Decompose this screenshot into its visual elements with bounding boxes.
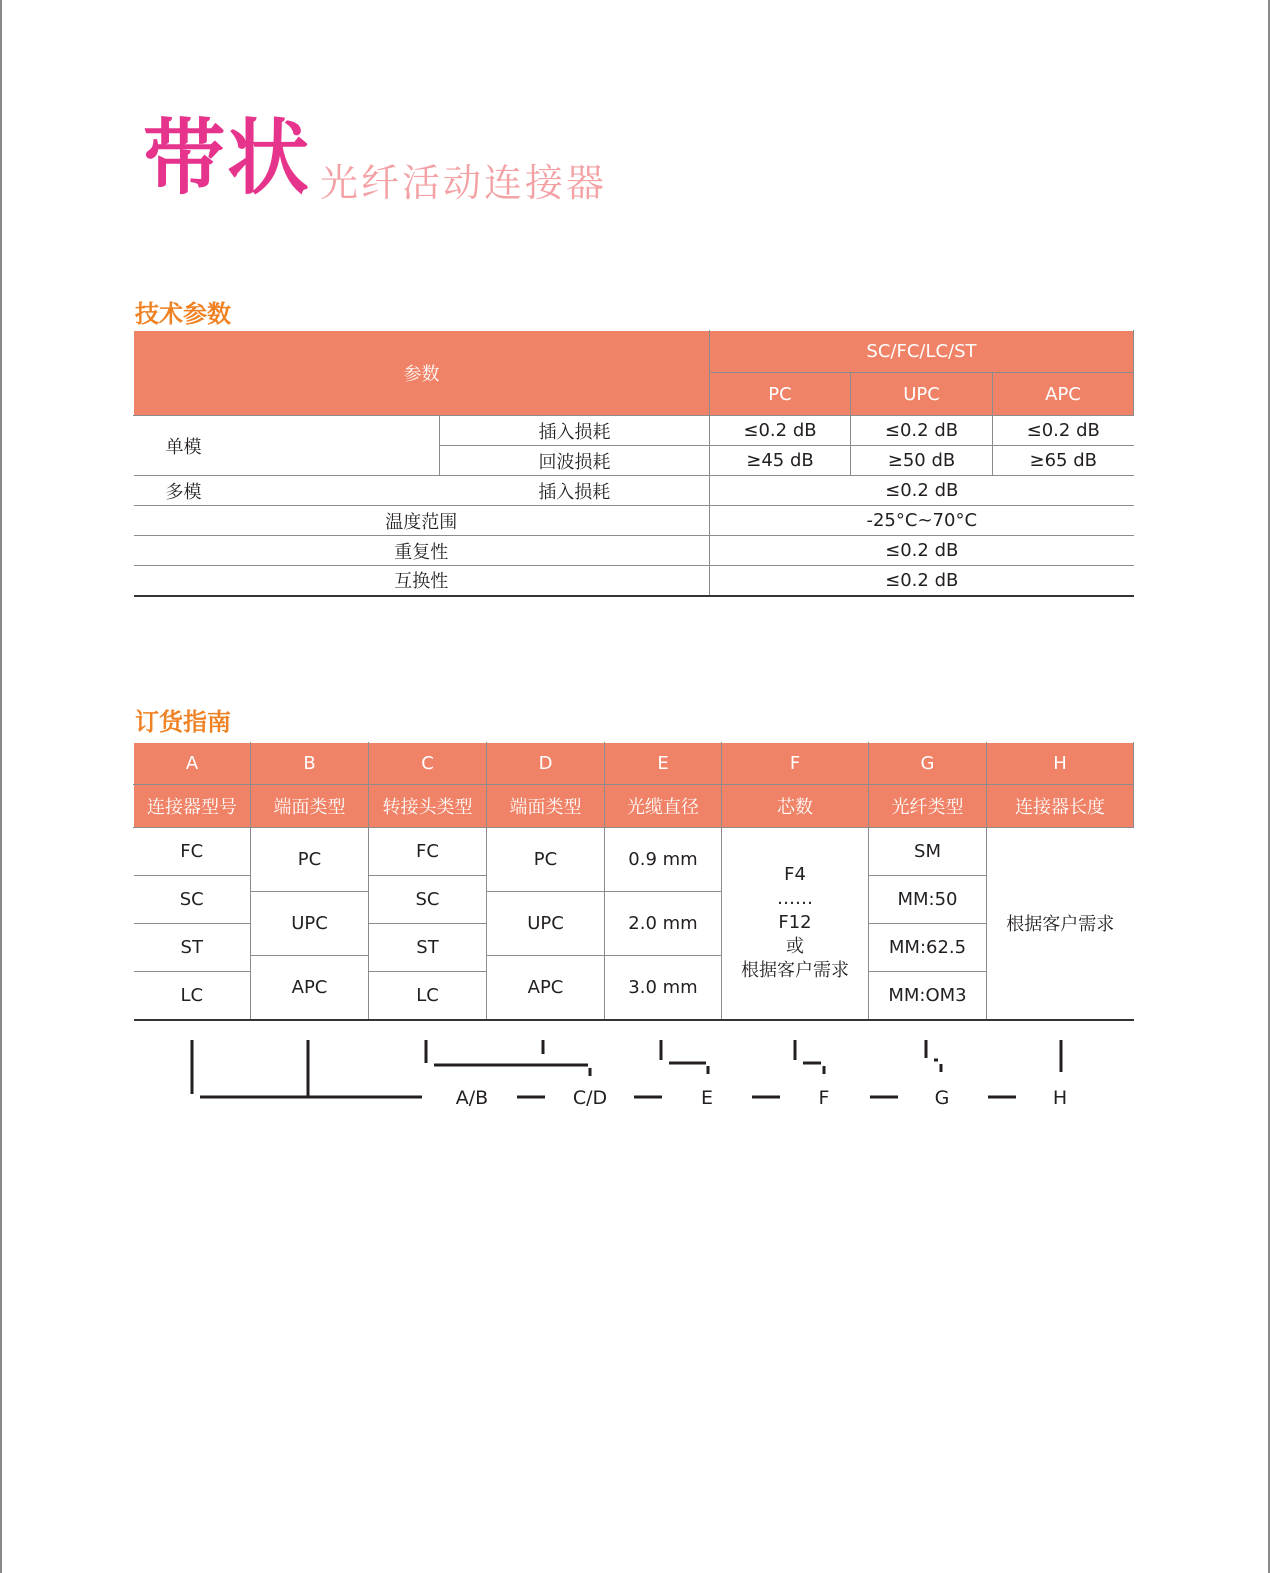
spec-header-param: 参数 (134, 331, 710, 416)
order-a-lc: LC (134, 972, 251, 1020)
order-label-adapter-type: 转接头类型 (369, 785, 487, 828)
order-f-line4: 或 (786, 936, 804, 958)
spec-repeatability-value: ≤0.2 dB (710, 536, 1134, 566)
order-b-pc: PC (251, 828, 369, 892)
spec-sm-il-apc: ≤0.2 dB (993, 416, 1134, 446)
order-b-apc: APC (251, 956, 369, 1020)
order-label-connector-length: 连接器长度 (987, 785, 1134, 828)
order-letter-h: H (987, 743, 1134, 785)
order-label-fiber-type: 光纤类型 (869, 785, 987, 828)
spec-mm-il-value: ≤0.2 dB (710, 476, 1134, 506)
order-b-upc: UPC (251, 892, 369, 956)
spec-mm-insertion-loss: 插入损耗 (440, 476, 710, 506)
spec-header-pc: PC (710, 373, 851, 416)
order-table (133, 742, 1134, 1021)
spec-interchangeability-value: ≤0.2 dB (710, 566, 1134, 596)
order-code-diagram (0, 1030, 1270, 1120)
spec-repeatability: 重复性 (134, 536, 710, 566)
order-h-length: 根据客户需求 (987, 828, 1134, 1020)
spec-header-upc: UPC (851, 373, 993, 416)
code-bracket-ab (192, 1040, 422, 1097)
code-label-f: F (818, 1087, 830, 1109)
code-label-g: G (934, 1087, 950, 1109)
order-c-lc: LC (369, 972, 487, 1020)
order-e-0-9mm: 0.9 mm (605, 828, 722, 892)
spec-sm-il-upc: ≤0.2 dB (851, 416, 993, 446)
order-heading: 订货指南 (135, 708, 231, 736)
code-label-h: H (1052, 1087, 1068, 1109)
spec-sm-insertion-loss: 插入损耗 (440, 416, 710, 446)
order-letter-d: D (487, 743, 605, 785)
spec-interchangeability: 互换性 (134, 566, 710, 596)
order-f-core-count (722, 828, 869, 1020)
code-bracket-f (795, 1040, 824, 1074)
code-label-cd: C/D (572, 1087, 608, 1109)
order-a-st: ST (134, 924, 251, 972)
order-c-fc: FC (369, 828, 487, 876)
order-a-fc: FC (134, 828, 251, 876)
order-e-2-0mm: 2.0 mm (605, 892, 722, 956)
spec-multi-mode: 多模 (134, 476, 440, 506)
spec-single-mode: 单模 (134, 416, 440, 476)
order-f-line2: …… (777, 888, 813, 910)
order-letter-c: C (369, 743, 487, 785)
order-g-sm: SM (869, 828, 987, 876)
code-label-e: E (700, 1087, 714, 1109)
order-label-core-count: 芯数 (722, 785, 869, 828)
code-bracket-cd (426, 1040, 590, 1076)
page-title-bold: 带状 (143, 111, 312, 206)
spec-temperature-value: -25°C~70°C (710, 506, 1134, 536)
spec-temperature: 温度范围 (134, 506, 710, 536)
order-label-connector-model: 连接器型号 (134, 785, 251, 828)
order-g-mm50: MM:50 (869, 876, 987, 924)
spec-sm-il-pc: ≤0.2 dB (710, 416, 851, 446)
spec-sm-rl-pc: ≥45 dB (710, 446, 851, 476)
order-d-upc: UPC (487, 892, 605, 956)
spec-header-types: SC/FC/LC/ST (710, 331, 1134, 373)
order-letter-e: E (605, 743, 722, 785)
order-e-3-0mm: 3.0 mm (605, 956, 722, 1020)
order-c-st: ST (369, 924, 487, 972)
order-label-end-face: 端面类型 (251, 785, 369, 828)
spec-sm-return-loss: 回波损耗 (440, 446, 710, 476)
page-title-rest: 光纤活动连接器 (320, 161, 608, 205)
order-d-pc: PC (487, 828, 605, 892)
order-g-mm62-5: MM:62.5 (869, 924, 987, 972)
order-label-cable-diameter: 光缆直径 (605, 785, 722, 828)
order-letter-b: B (251, 743, 369, 785)
order-f-line5: 根据客户需求 (741, 960, 849, 982)
order-c-sc: SC (369, 876, 487, 924)
order-label-end-face-2: 端面类型 (487, 785, 605, 828)
order-f-line1: F4 (784, 864, 806, 886)
order-letter-a: A (134, 743, 251, 785)
order-letter-f: F (722, 743, 869, 785)
order-d-apc: APC (487, 956, 605, 1020)
order-letter-g: G (869, 743, 987, 785)
code-bracket-e (661, 1040, 708, 1074)
order-a-sc: SC (134, 876, 251, 924)
page-edge-left (0, 0, 2, 1573)
spec-sm-rl-upc: ≥50 dB (851, 446, 993, 476)
code-label-ab: A/B (455, 1087, 489, 1109)
spec-heading: 技术参数 (135, 300, 231, 328)
code-bracket-g (926, 1040, 941, 1072)
order-g-mm-om3: MM:OM3 (869, 972, 987, 1020)
spec-header-apc: APC (993, 373, 1134, 416)
spec-sm-rl-apc: ≥65 dB (993, 446, 1134, 476)
order-f-line3: F12 (778, 912, 812, 934)
spec-table (133, 330, 1134, 597)
